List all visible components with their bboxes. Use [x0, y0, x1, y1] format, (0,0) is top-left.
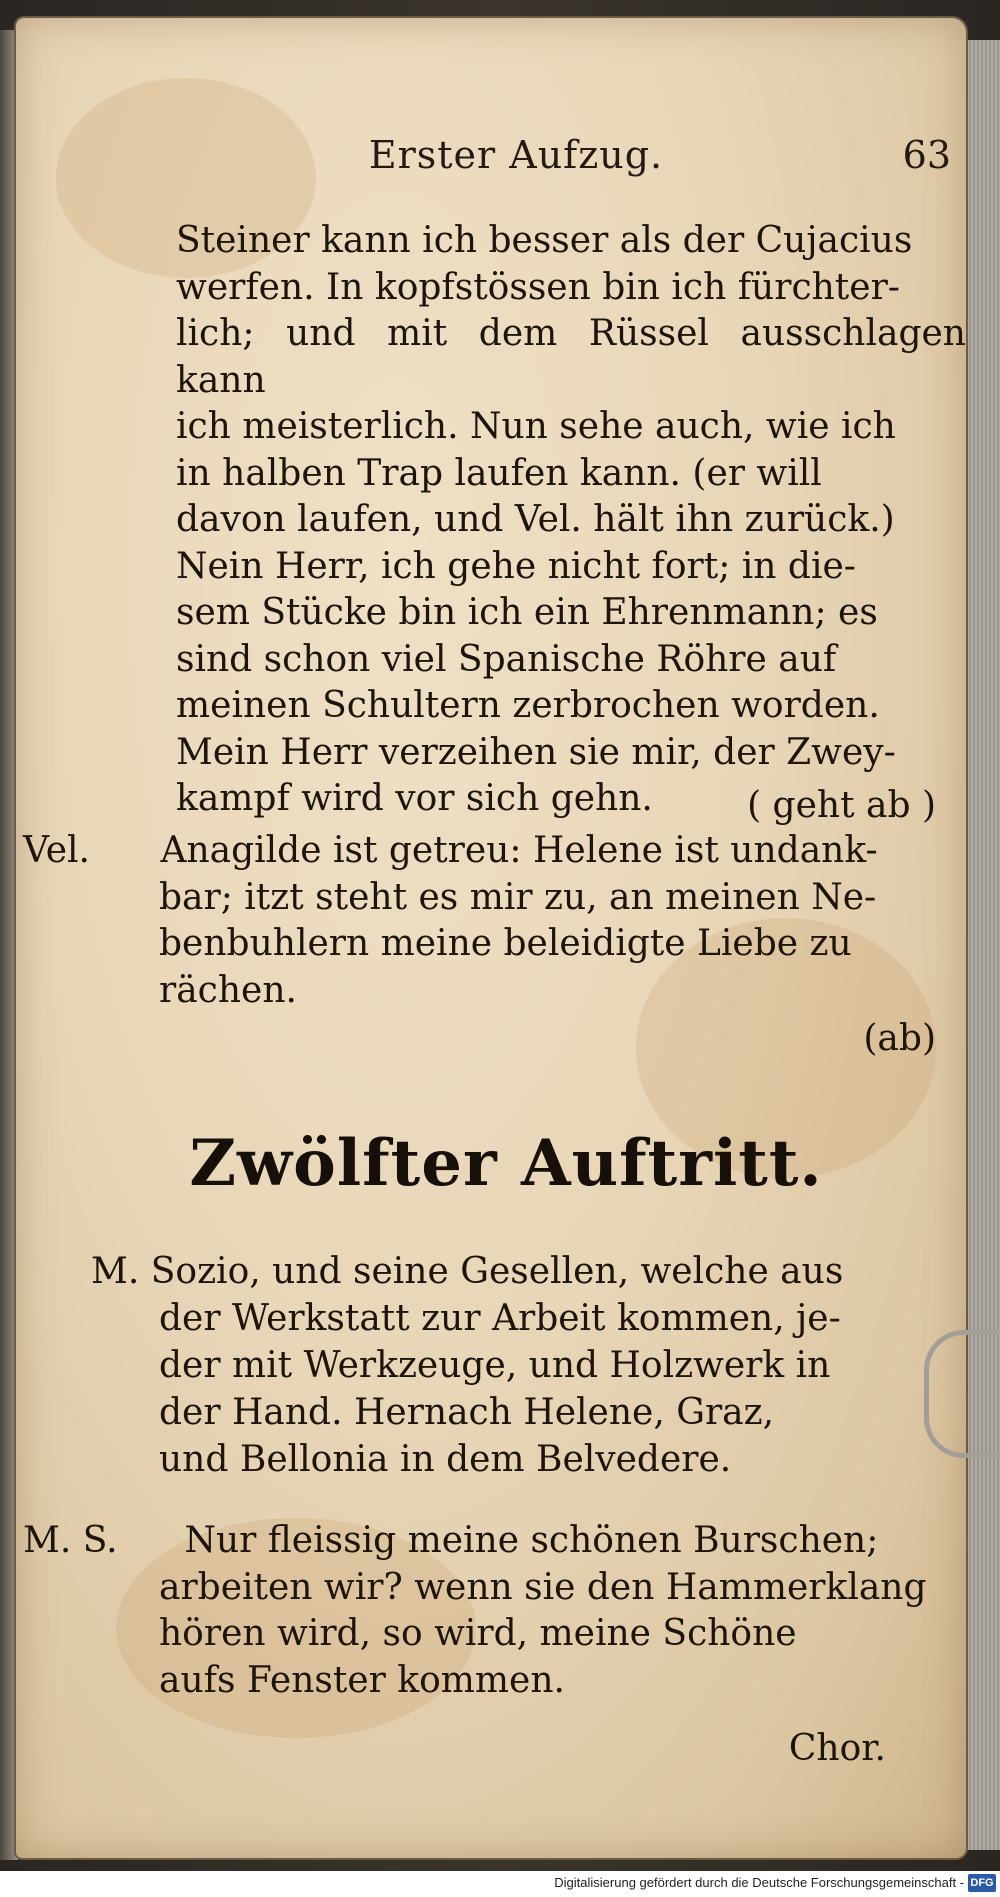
cast-list	[91, 1248, 939, 1483]
text-line: davon laufen, und Vel. hält ihn zurück.)	[176, 499, 895, 540]
text-line: lich; und mit dem Rüssel ausschlagen kann	[176, 313, 966, 401]
text-line: Nein Herr, ich gehe nicht fort; in die-	[176, 545, 856, 587]
page-header	[16, 133, 996, 189]
speech-line: bar; itzt steht es mir zu, an meinen Ne-	[159, 876, 877, 918]
bookmark-ribbon	[924, 1330, 999, 1458]
text-line: kampf wird vor sich gehn.	[176, 778, 653, 819]
speech-line	[23, 1518, 961, 1565]
text-line: sem Stücke bin ich ein Ehrenmann; es	[176, 592, 878, 633]
cast-line: und Bellonia in dem Belvedere.	[159, 1439, 732, 1480]
continuation-text	[176, 218, 966, 823]
text-line: Mein Herr verzeihen sie mir, der Zwey-	[176, 731, 896, 773]
funding-credit: Digitalisierung gefördert durch die Deutsche Forschungsgemeinschaft -	[554, 1875, 964, 1890]
speech-line: arbeiten wir? wenn sie den Hammerklang	[159, 1566, 927, 1608]
book-page	[16, 18, 966, 1858]
cast-line: der Hand. Hernach Helene, Graz,	[159, 1392, 775, 1433]
cast-line: der mit Werkzeuge, und Holzwerk in	[159, 1345, 831, 1386]
dfg-logo: DFG	[968, 1874, 996, 1892]
stage-direction-ab: (ab)	[863, 1018, 936, 1059]
text-line: sind schon viel Spanische Röhre auf	[176, 638, 837, 680]
speech-text: Nur fleissig meine schönen Burschen;	[184, 1520, 879, 1561]
page-stack-edge	[966, 40, 1000, 1850]
speech-line	[23, 828, 961, 875]
text-line: meinen Schultern zerbrochen worden.	[176, 685, 880, 726]
speech-ms	[23, 1518, 961, 1704]
page-number: 63	[902, 133, 951, 177]
text-line: werfen. In kopfstössen bin ich fürchter-	[176, 266, 900, 308]
text-line: in halben Trap laufen kann. (er will	[176, 452, 822, 494]
running-head: Erster Aufzug.	[368, 133, 664, 177]
stage-direction-exit: ( geht ab )	[747, 785, 936, 826]
cast-line: M. Sozio, und seine Gesellen, welche aus	[91, 1251, 844, 1292]
speech-line: hören wird, so wird, meine Schöne	[159, 1613, 797, 1654]
cast-line: der Werkstatt zur Arbeit kommen, je-	[159, 1298, 841, 1339]
speech-text: Anagilde ist getreu: Helene ist undank-	[160, 830, 878, 871]
speaker-name: M. S.	[23, 1520, 118, 1561]
text-line: ich meisterlich. Nun sehe auch, wie ich	[176, 406, 896, 447]
speech-vel	[23, 828, 961, 1014]
speaker-name: Vel.	[23, 830, 90, 871]
speech-line: benbuhlern meine beleidigte Liebe zu rächen.	[159, 923, 852, 1011]
footer-bar	[0, 1871, 1000, 1897]
chorus-label: Chor.	[788, 1728, 886, 1769]
scene-heading: Zwölfter Auftritt.	[189, 1126, 823, 1201]
speech-line: aufs Fenster kommen.	[159, 1659, 565, 1701]
text-line: Steiner kann ich besser als der Cujacius	[176, 220, 913, 261]
